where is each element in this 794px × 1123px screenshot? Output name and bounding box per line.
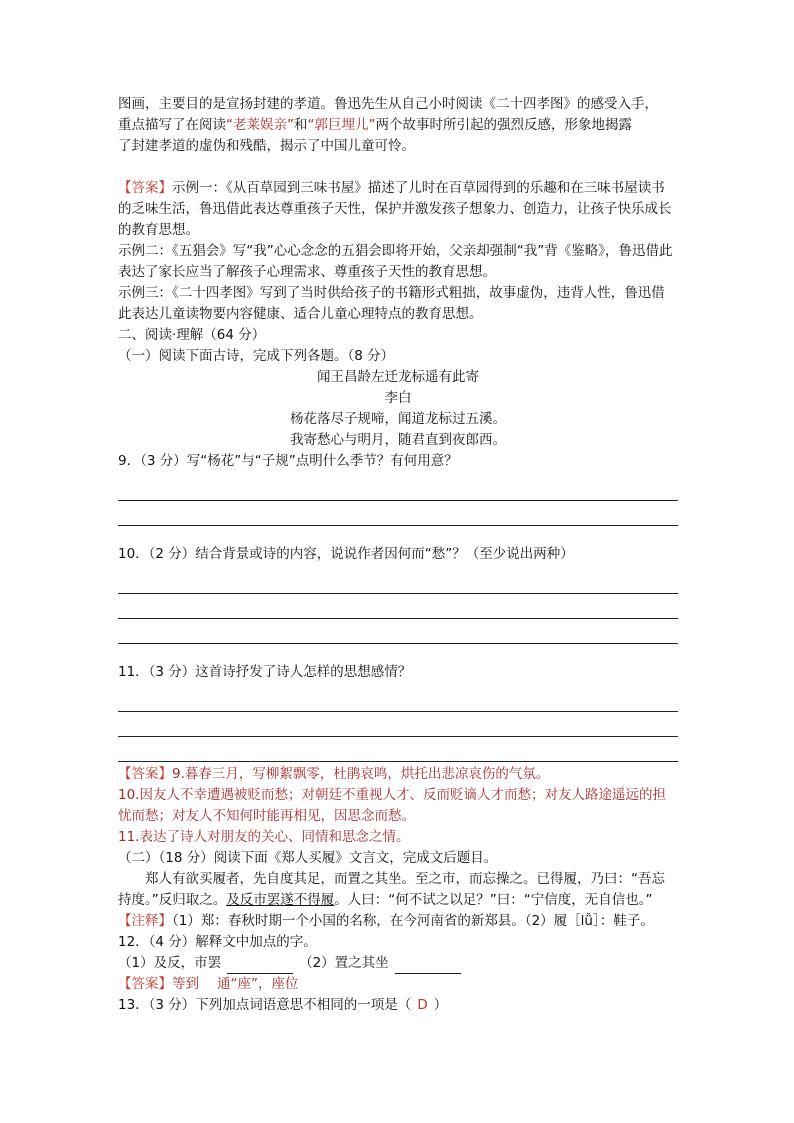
fill-blank[interactable] [227,958,293,974]
answer-8-example-3: 示例三：《二十四孝图》写到了当时供给孩子的书籍形式粗拙，故事虚伪，违背人性，鲁迅借此表达儿童读物要内容健康、适合儿童心理特点的教育思想。 [118,285,665,322]
answer-8-example-2: 示例二：《五猖会》写“我”心心念念的五猖会即将开始，父亲却强制“我”背《鉴略》，鲁迅借此表达了家长应当了解孩子心理需求、尊重孩子天性的教育思想。 [118,243,673,280]
document-page [118,94,678,1016]
intro-line-1: 图画，主要目的是宣扬封建的孝道。鲁迅先生从自己小时阅读《二十四孝图》的感受入手， [118,96,658,112]
annotation-text: （1）郑：春秋时期一个小国的名称，在今河南省的新郑县。（2）履［lǚ］：鞋子。 [172,913,654,929]
story-title-guoju: “郭巨埋儿” [307,117,376,133]
classical-text [118,869,678,911]
answer-lines-11[interactable] [118,687,678,762]
answer-9 [118,764,678,785]
story-title-laolai: “老莱娱亲” [226,117,294,133]
answer-line[interactable] [118,594,678,619]
intro-text: 两个故事时所引起的强烈反感，形象地揭露 [375,117,632,133]
classical-text-part: 郑人有欲买履者，先自度其足，而置之其坐。至之市，而忘操之。已得履，乃曰：“吾忘持度。”反归取之。 [118,871,665,908]
classical-text-part: 。人曰：“何不试之以足？”曰：“宁信度，无自信也。” [334,892,653,908]
section-2-title: 二、阅读·理解（64 分） [118,327,266,343]
question-10: 10．（2 分）结合背景或诗的内容，说说作者因何而“愁”？（至少说出两种） [118,546,574,562]
question-13 [118,995,678,1016]
annotation-tag: 【注释】 [118,913,172,929]
poem-line-2: 我寄愁心与明月，随君直到夜郎西。 [290,432,506,448]
intro-line-3: 了封建孝道的虚伪和残酷，揭示了中国儿童可怜。 [118,138,415,154]
answer-text: 9.暮春三月，写柳絮飘零，杜鹃哀鸣，烘托出悲凉哀伤的气氛。 [172,766,550,782]
question-9: 9．（3 分）写“杨花”与“子规”点明什么季节？有何用意？ [118,453,458,469]
answer-tag: 【答案】 [118,766,172,782]
annotation [118,911,678,932]
intro-text: 重点描写了在阅读 [118,117,226,133]
q13-answer: D [417,997,428,1013]
answer-text: 示例一：《从百草园到三味书屋》描述了儿时在百草园得到的乐趣和在三味书屋读书的乏味生活，鲁迅借此表达尊重孩子天性，保护并激发孩子想象力、创造力，让孩子快乐成长的教育思想。 [118,180,672,238]
answer-lines-9[interactable] [118,476,678,526]
q13-text-end: ） [433,997,448,1013]
question-11: 11．（3 分）这首诗抒发了诗人怎样的思想感情？ [118,664,412,680]
answer-lines-10[interactable] [118,569,678,644]
answer-line[interactable] [118,476,678,501]
q12-item-2: （2）置之其坐 [299,955,389,971]
poem-line-1: 杨花落尽子规啼，闻道龙标过五溪。 [290,411,506,427]
answer-11: 11.表达了诗人对朋友的关心、同情和思念之情。 [118,829,410,845]
answer-line[interactable] [118,501,678,526]
answer-line[interactable] [118,687,678,712]
answer-line[interactable] [118,712,678,737]
answer-tag: 【答案】 [118,976,172,992]
answer-12-1: 等到 [172,976,199,992]
answer-10: 10.因友人不幸遭遇被贬而愁；对朝廷不重视人才、反而贬谪人才而愁；对友人路途遥远的担忧而愁；对友人不知何时能再相见，因思念而愁。 [118,787,666,824]
intro-line-2 [118,115,678,136]
classical-text-underlined: 及反市罢遂不得履 [226,892,335,908]
poem-author: 李白 [384,390,412,406]
question-12: 12．（4 分）解释文中加点的字。 [118,934,317,950]
answer-8-example-1 [118,178,678,241]
answer-line[interactable] [118,737,678,762]
answer-line[interactable] [118,569,678,594]
part-1-title: （一）阅读下面古诗，完成下列各题。（8 分） [118,348,395,364]
answer-12-2: 通“座”，座位 [217,976,299,992]
answer-tag: 【答案】 [118,180,172,196]
intro-text: 和 [294,117,308,133]
q12-item-1: （1）及反，市罢 [118,955,222,971]
poem-title: 闻王昌龄左迁龙标遥有此寄 [317,369,479,385]
part-2-title: （二）（18 分）阅读下面《郑人买履》文言文，完成文后题目。 [118,850,498,866]
answer-line[interactable] [118,619,678,644]
q13-text: 13．（3 分）下列加点词语意思不相同的一项是（ [118,997,412,1013]
fill-blank[interactable] [395,958,461,974]
answer-12 [118,974,678,995]
question-12-items [118,953,678,974]
